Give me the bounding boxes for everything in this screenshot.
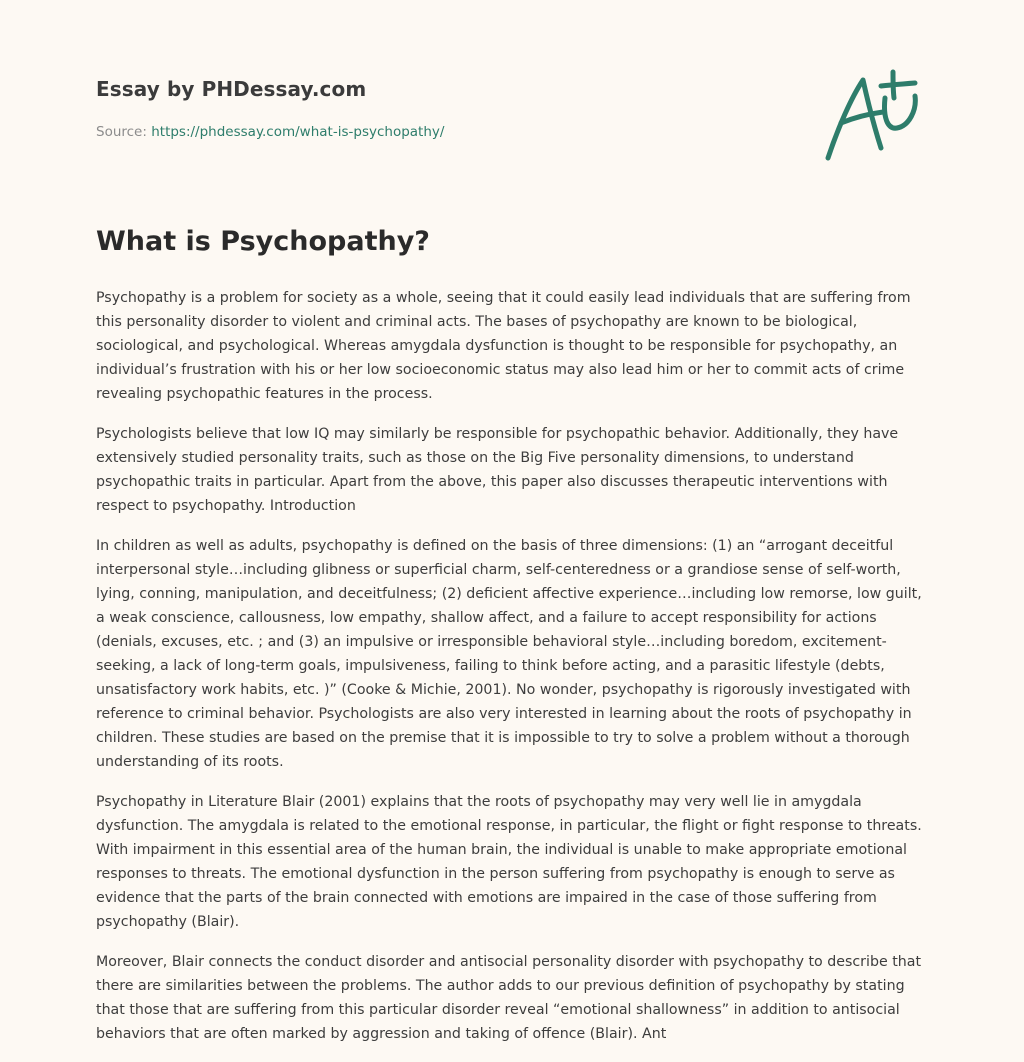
- essay-body: [96, 286, 928, 1062]
- source-line: [96, 124, 444, 140]
- source-label: Source:: [96, 124, 147, 140]
- essay-paragraph: In children as well as adults, psychopathy is defined on the basis of three dimensions: (1) an “arrogant deceitful interpersonal style…including glibness or superficial charm, self-centeredness or a grandiose sense of self-worth, lying, conning, manipulation, and deceitfulness; (2) deficient affective experience…including low remorse, low guilt, a weak conscience, callousness, low empathy, shallow affect, and a failure to accept responsibility for actions (denials, excuses, etc. ; and (3) an impulsive or irresponsible behavioral style…including boredom, excitement-seeking, a lack of long-term goals, impulsiveness, failing to think before acting, and a parasitic lifestyle (debts, unsatisfactory work habits, etc. )” (Cooke & Michie, 2001). No wonder, psychopathy is rigorously investigated with reference to criminal behavior. Psychologists are also very interested in learning about the roots of psychopathy in children. These studies are based on the premise that it is impossible to try to solve a problem without a thorough understanding of its roots.: [96, 538, 922, 770]
- essay-paragraph: Psychopathy in Literature Blair (2001) explains that the roots of psychopathy may very well lie in amygdala dysfunction. The amygdala is related to the emotional response, in particular, the flight or fight response to threats. With impairment in this essential area of the human brain, the individual is unable to make appropriate emotional responses to threats. The emotional dysfunction in the person suffering from psychopathy is enough to serve as evidence that the parts of the brain connected with emotions are impaired in the case of those suffering from psychopathy (Blair).: [96, 794, 922, 930]
- essay-paragraph: Psychopathy is a problem for society as a whole, seeing that it could easily lead individuals that are suffering from this personality disorder to violent and criminal acts. The bases of psychopathy are known to be biological, sociological, and psychological. Whereas amygdala dysfunction is thought to be responsible for psychopathy, an individual’s frustration with his or her low socioeconomic status may also lead him or her to commit acts of crime revealing psychopathic features in the process.: [96, 290, 911, 402]
- essay-paragraph: Psychologists believe that low IQ may similarly be responsible for psychopathic behavior. Additionally, they have extensively studied personality traits, such as those on the Big Five personality dimensions, to understand psychopathic traits in particular. Apart from the above, this paper also discusses therapeutic interventions with respect to psychopathy. Introduction: [96, 426, 899, 514]
- essay-paragraph: Moreover, Blair connects the conduct disorder and antisocial personality disorder with psychopathy to describe that there are similarities between the problems. The author adds to our previous definition of psychopathy by stating that those that are suffering from this particular disorder reveal “emotional shallowness” in addition to antisocial behaviors that are often marked by aggression and taking of offence (Blair). Ant: [96, 954, 922, 1042]
- source-link[interactable]: https://phdessay.com/what-is-psychopathy/: [151, 124, 445, 140]
- essay-title: What is Psychopathy?: [96, 226, 430, 257]
- a-plus-logo-icon: [823, 68, 923, 164]
- site-title: Essay by PHDessay.com: [96, 77, 367, 101]
